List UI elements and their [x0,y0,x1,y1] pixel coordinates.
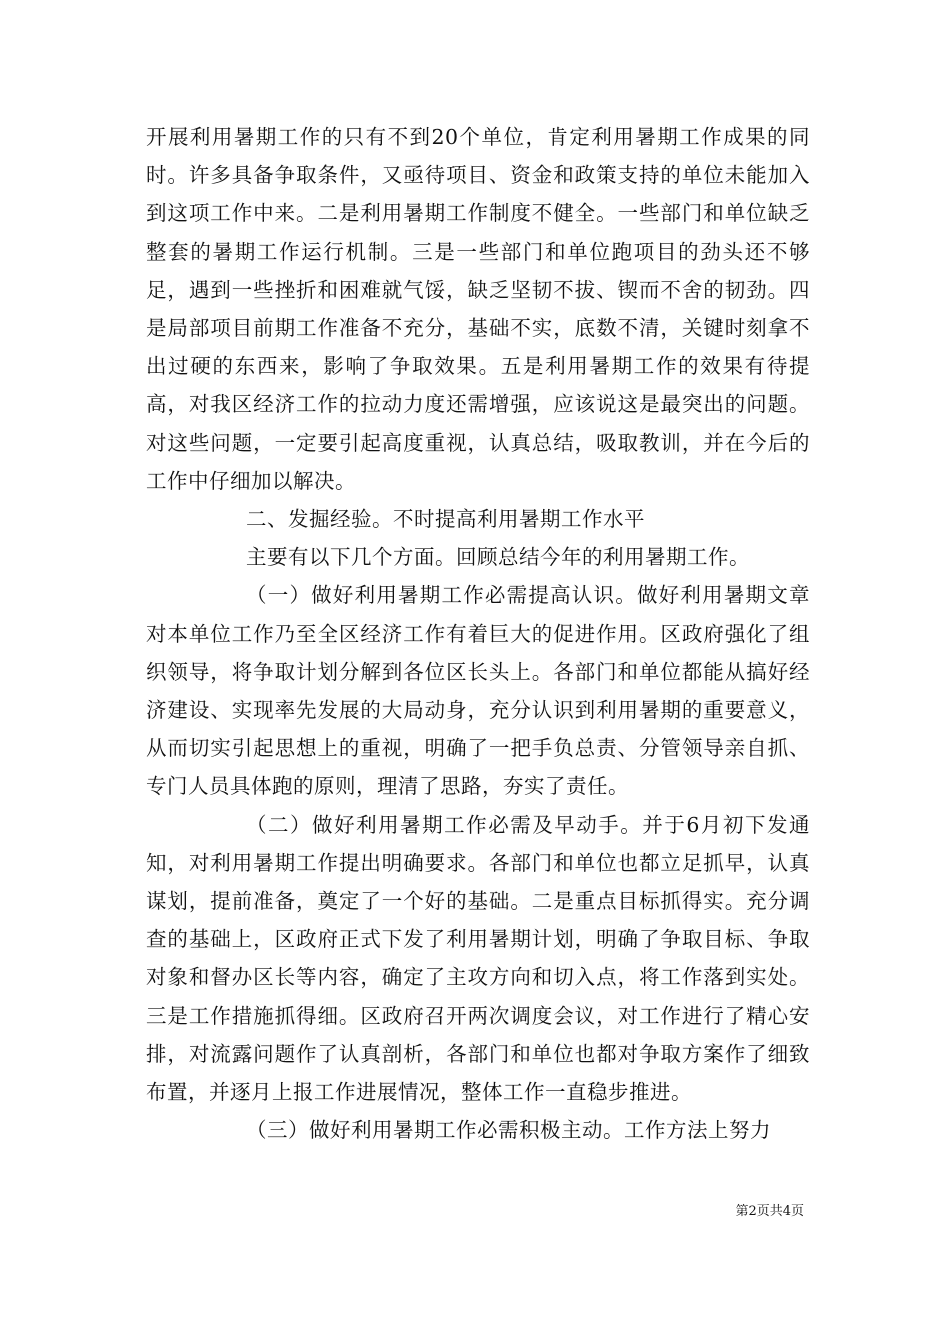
document-body [146,118,810,1149]
paragraph-problems: 开展利用暑期工作的只有不到20个单位，肯定利用暑期工作成果的同时。许多具备争取条件，又亟待项目、资金和政策支持的单位未能加入到这项工作中来。二是利用暑期工作制度不健全。一些部门和单位缺乏整套的暑期工作运行机制。三是一些部门和单位跑项目的劲头还不够足，遇到一些挫折和困难就气馁，缺乏坚韧不拔、锲而不舍的韧劲。四是局部项目前期工作准备不充分，基础不实，底数不清，关键时刻拿不出过硬的东西来，影响了争取效果。五是利用暑期工作的效果有待提高，对我区经济工作的拉动力度还需增强，应该说这是最突出的问题。对这些问题，一定要引起高度重视，认真总结，吸取教训，并在今后的工作中仔细加以解决。 [146,125,810,493]
paragraph-point-one: （一）做好利用暑期工作必需提高认识。做好利用暑期文章对本单位工作乃至全区经济工作有着巨大的促进作用。区政府强化了组织领导，将争取计划分解到各位区长头上。各部门和单位都能从搞好经济建设、实现率先发展的大局动身，充分认识到利用暑期的重要意义，从而切实引起思想上的重视，明确了一把手负总责、分管领导亲自抓、专门人员具体跑的原则，理清了思路，夯实了责任。 [146,583,810,799]
paragraph-point-two: （二）做好利用暑期工作必需及早动手。并于6月初下发通知，对利用暑期工作提出明确要求。各部门和单位也都立足抓早，认真谋划，提前准备，奠定了一个好的基础。二是重点目标抓得实。充分调查的基础上，区政府正式下发了利用暑期计划，明确了争取目标、争取对象和督办区长等内容，确定了主攻方向和切入点，将工作落到实处。三是工作措施抓得细。区政府召开两次调度会议，对工作进行了精心安排，对流露问题作了认真剖析，各部门和单位也都对争取方案作了细致布置，并逐月上报工作进展情况，整体工作一直稳步推进。 [146,812,810,1105]
page-number-footer: 第2页共4页 [735,1204,804,1219]
paragraph-point-three: （三）做好利用暑期工作必需积极主动。工作方法上努力 [246,1118,771,1143]
section-heading-two: 二、发掘经验。不时提高利用暑期工作水平 [246,507,645,532]
paragraph-intro: 主要有以下几个方面。回顾总结今年的利用暑期工作。 [246,545,750,570]
